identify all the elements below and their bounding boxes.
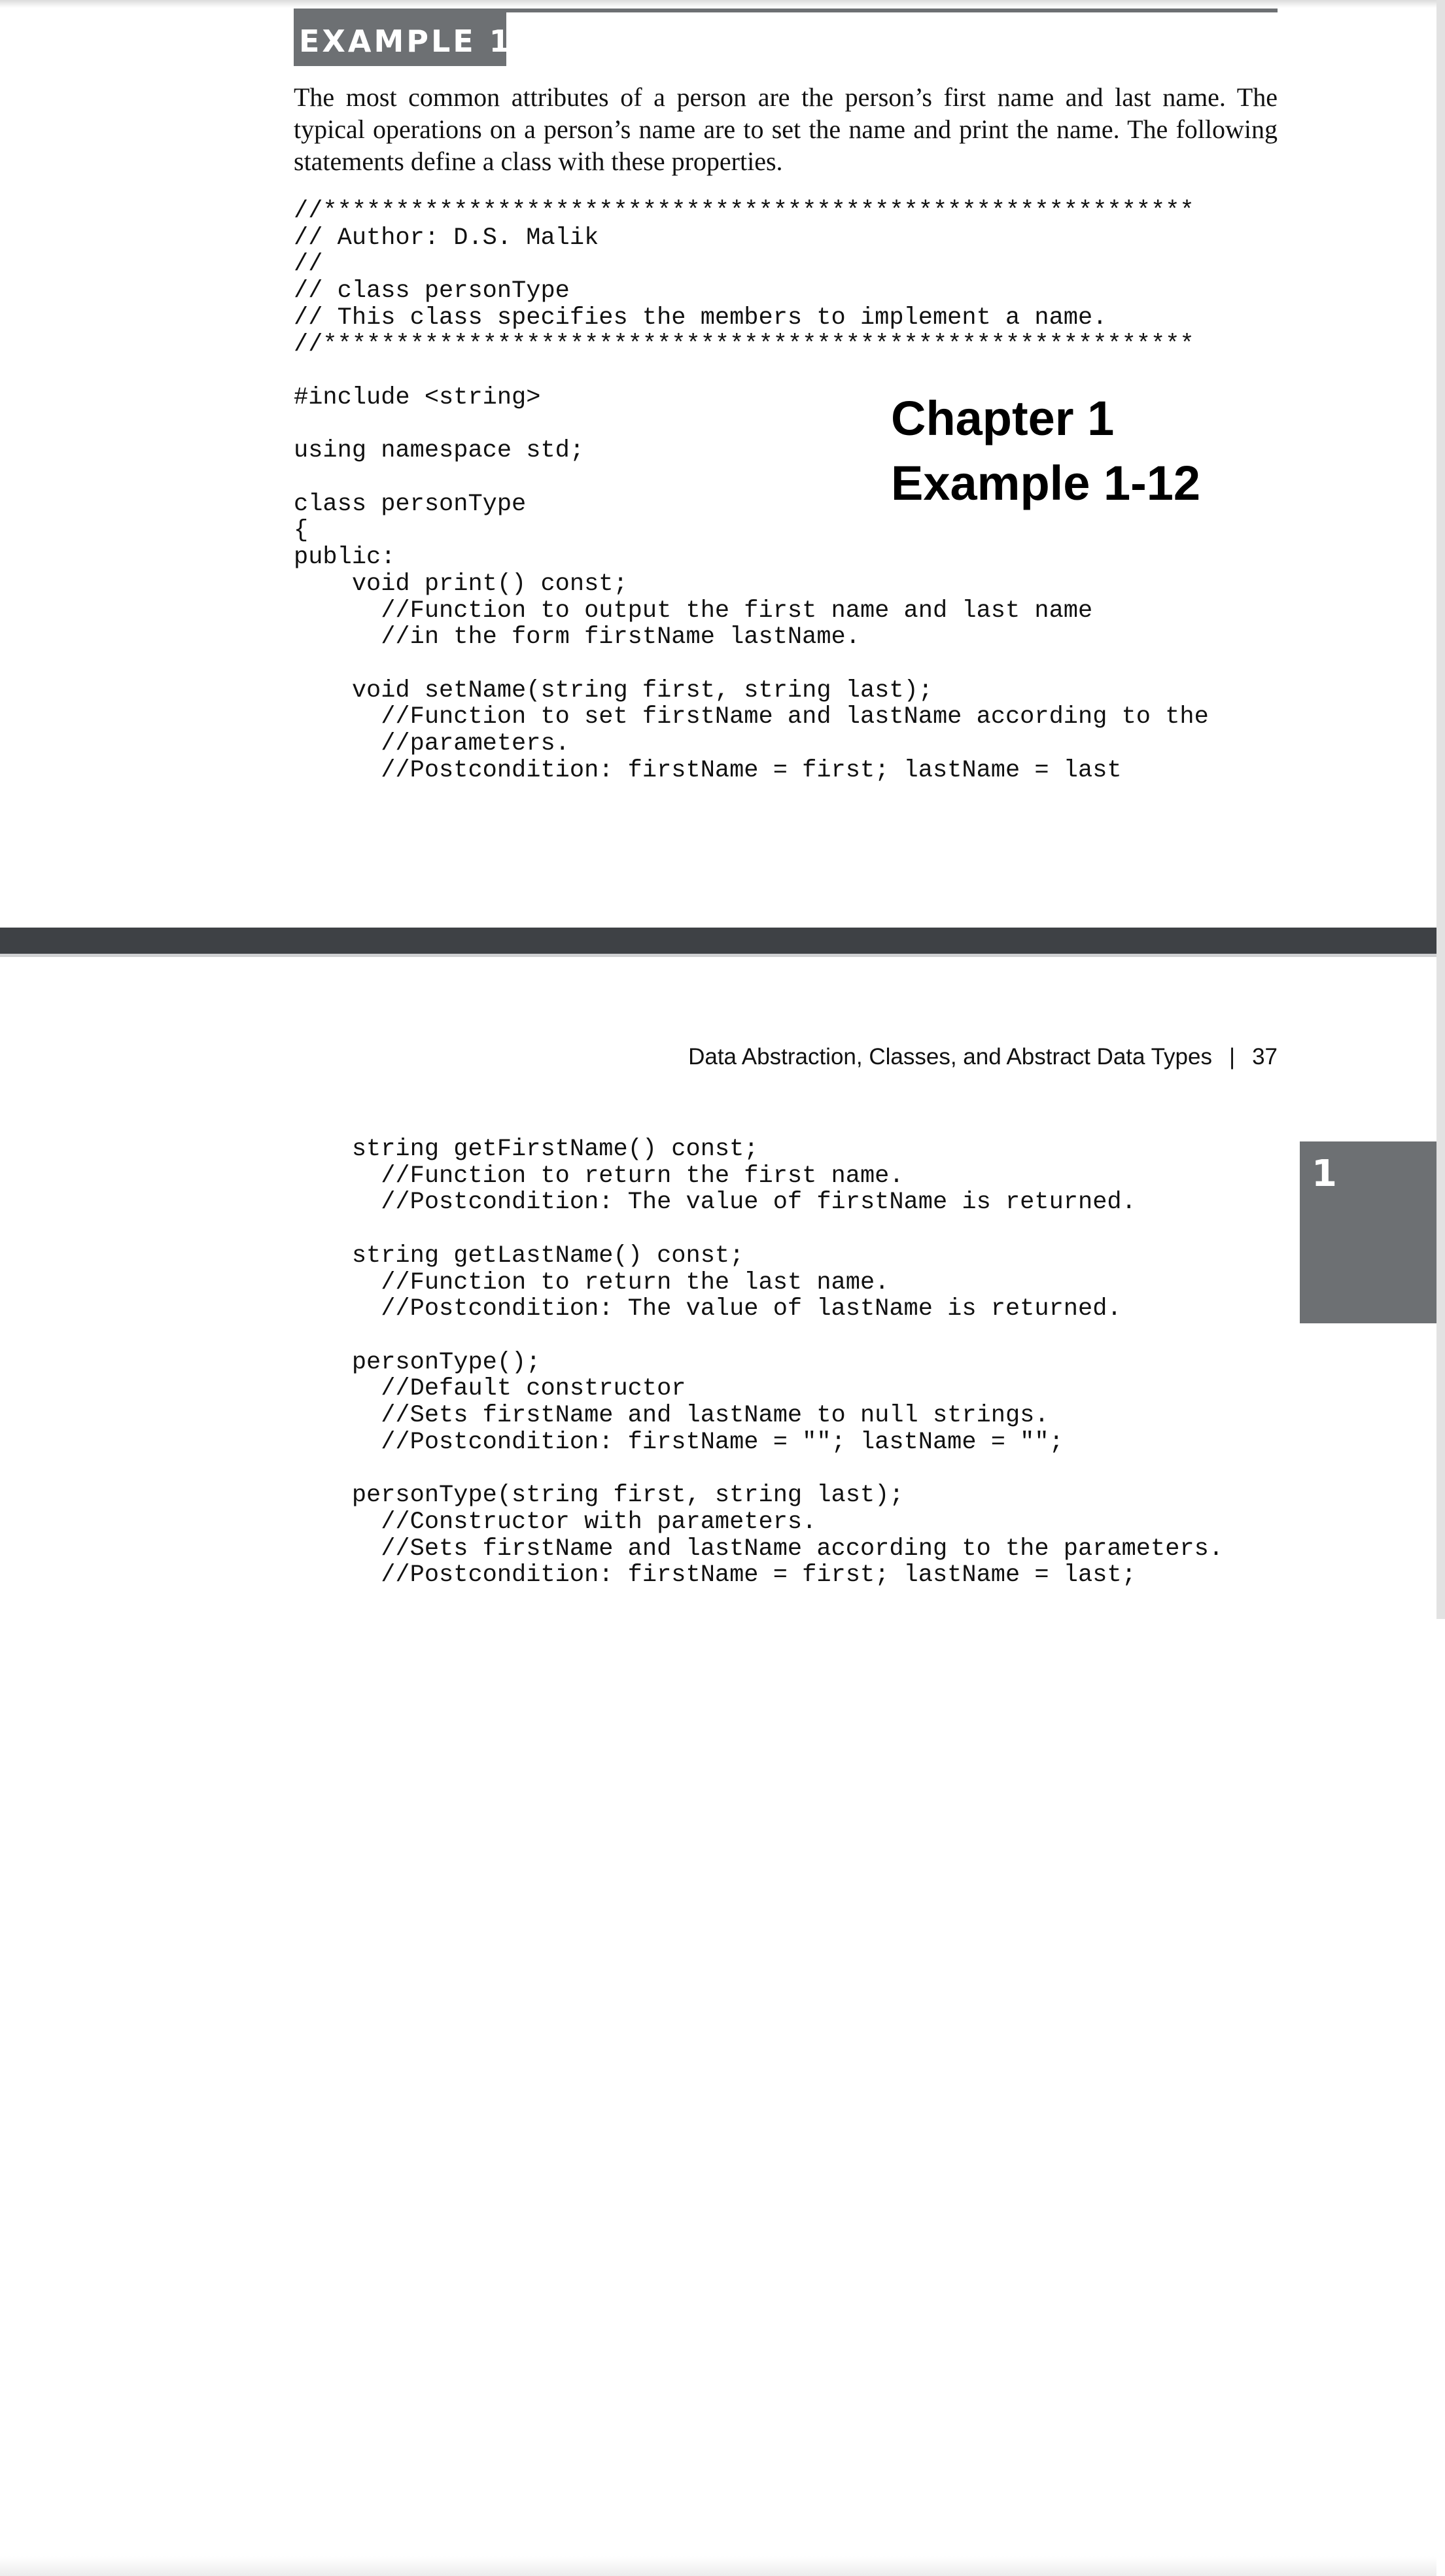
code-block-bottom: string getFirstName() const; //Function to return the first name. //Postcondition: The value of firstName is returned. string getLastName() const; //Function to return the last name. //Postcondition: The value of lastName is returned. personType(); //Default constructor //Sets firstName and lastName to null strings. //Postcondition: firstName = ""; lastName = ""; personType(string first, string last); //Constructor with parameters. //Sets firstName and lastName according to the parameters. //Postcondition: firstName = first; lastName = last; <box>351 1136 1224 1590</box>
chapter-tab <box>1300 1141 1436 1323</box>
book-page-top <box>0 0 1436 928</box>
page-separator <box>0 928 1436 954</box>
chapter-overlay-caption <box>891 386 1200 515</box>
overlay-chapter-line: Chapter 1 <box>891 391 1115 445</box>
page-top-shadow <box>0 0 1436 8</box>
page-number: 37 <box>1252 1044 1278 1070</box>
chapter-tab-number: 1 <box>1312 1153 1337 1195</box>
example-label: EXAMPLE 1-12 <box>294 9 506 66</box>
viewer-right-edge <box>1436 0 1445 1619</box>
intro-paragraph: The most common attributes of a person are the person’s first name and last name. The typical operations on a person’s name are to set the name and print the name. The following statements define a class with these properties. <box>294 82 1278 176</box>
running-head-separator: | <box>1228 1044 1236 1070</box>
overlay-example-line: Example 1-12 <box>891 456 1201 510</box>
code-block-top: //************************************************************ // Author: D.S. Malik // // class personType // This class specifies the members to implement a name. //************************************************************ #include <string> using namespace std; class personType { public: void print() const; //Function to output the first name and last name //in the form firstName lastName. void setName(string first, string last); //Function to set firstName and lastName according to the //parameters. //Postcondition: firstName = first; lastName = last <box>294 198 1209 784</box>
page-bottom-fade <box>0 2556 1436 2576</box>
running-head-title: Data Abstraction, Classes, and Abstract Data Types <box>688 1044 1212 1070</box>
running-head <box>684 1041 1278 1073</box>
